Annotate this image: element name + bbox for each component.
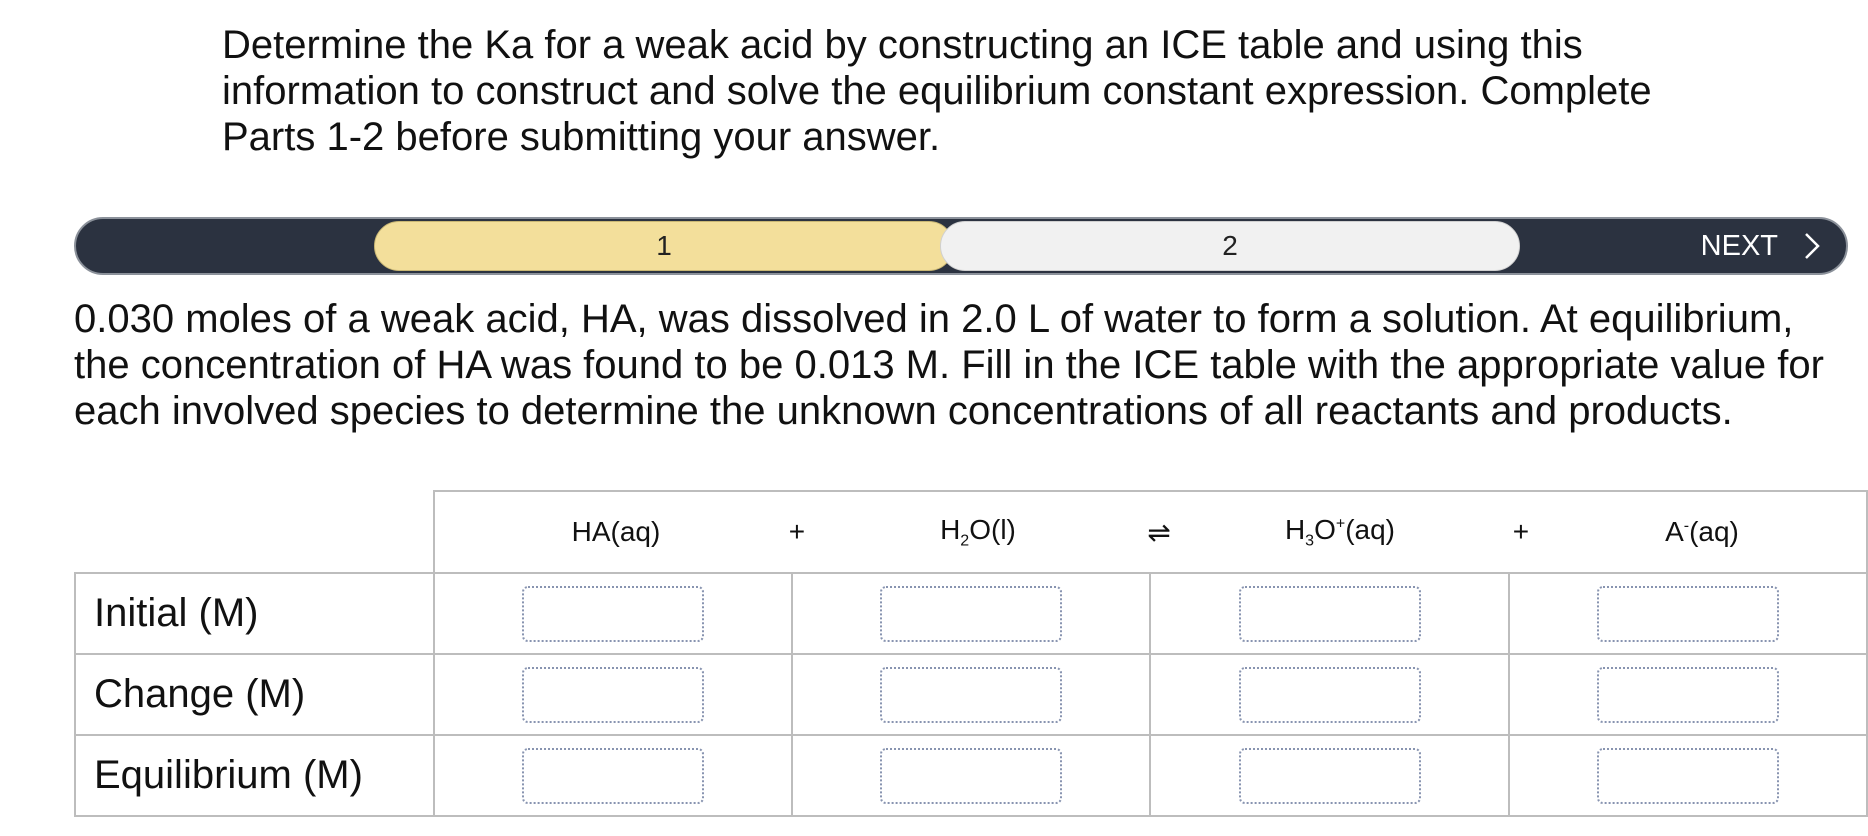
species-h2o: $H_2O(l)$ [940,513,1016,550]
next-button[interactable] [1596,221,1836,271]
equilibrium-arrow-icon: ⇌ [1147,516,1171,548]
initial-ha-input[interactable] [522,586,704,642]
initial-row [75,573,1867,654]
change-a-input[interactable] [1597,667,1779,723]
change-ha-input[interactable] [522,667,704,723]
plus-sign: + [788,516,806,547]
initial-h3o-input[interactable] [1239,586,1421,642]
equilibrium-row [75,735,1867,816]
equilibrium-ha-input[interactable] [522,748,704,804]
plus-sign: + [1512,516,1530,547]
ice-table [74,490,1868,817]
change-h3o-input[interactable] [1239,667,1421,723]
empty-corner [75,491,434,573]
change-row [75,654,1867,735]
step-1-tab[interactable]: 1 [374,221,954,271]
species-a-minus: A-(aq) [1665,516,1739,547]
part-stepper [74,217,1848,275]
initial-a-input[interactable] [1597,586,1779,642]
equilibrium-h3o-input[interactable] [1239,748,1421,804]
reaction-equation [434,491,1867,573]
equilibrium-a-input[interactable] [1597,748,1779,804]
row-label-change: Change (M) [75,654,434,735]
species-ha: HA(aq) [571,516,661,547]
next-label: NEXT [1700,229,1778,262]
row-label-initial: Initial (M) [75,573,434,654]
initial-h2o-input[interactable] [880,586,1062,642]
equation-header-row [75,491,1867,573]
equilibrium-h2o-input[interactable] [880,748,1062,804]
problem-statement: 0.030 moles of a weak acid, HA, was dissolved in 2.0 L of water to form a solution. At equilibrium, the concentration of HA was found to be 0.013 M. Fill in the ICE table with the appropriate value for each involved species to determine the unknown concentrations of all reactants and products. [74,297,1824,433]
species-h3o: $H_3O^+(aq)$ [1284,513,1395,550]
change-h2o-input[interactable] [880,667,1062,723]
step-2-tab[interactable]: 2 [940,221,1520,271]
instructions-text: Determine the Ka for a weak acid by constructing an ICE table and using this information to construct and solve the equilibrium constant expression. Complete Parts 1-2 before submitting your answer. [222,23,1652,159]
chevron-right-icon [1804,232,1820,260]
row-label-equilibrium: Equilibrium (M) [75,735,434,816]
